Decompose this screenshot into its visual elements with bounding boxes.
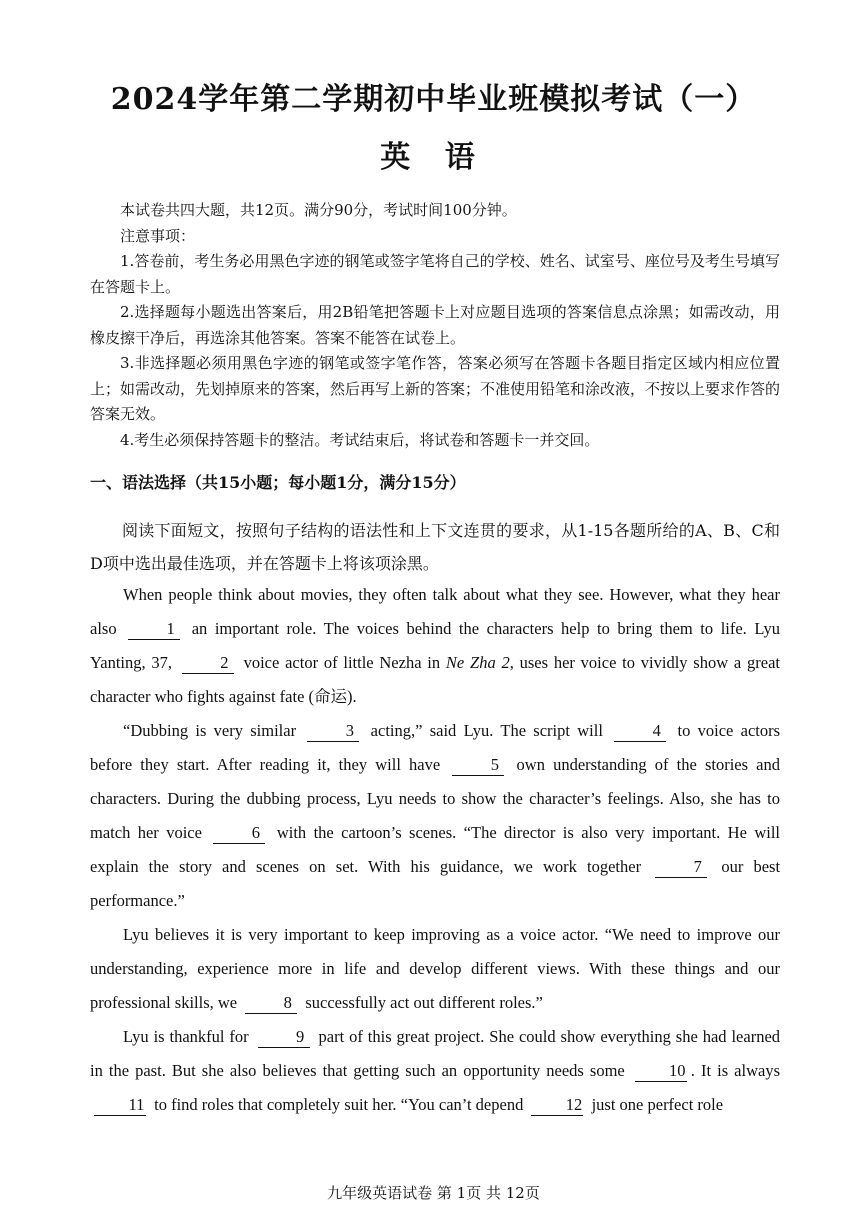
passage-text: voice actor of little Nezha in [243, 653, 441, 672]
reading-passage [90, 578, 780, 1122]
answer-blank-7: 7 [655, 857, 707, 878]
passage-text: just one perfect role [591, 1095, 724, 1114]
answer-blank-11: 11 [94, 1095, 146, 1116]
answer-blank-10: 10 [635, 1061, 687, 1082]
passage-text: to voice actors before they start. After reading it, they will have [90, 721, 781, 774]
answer-blank-5: 5 [452, 755, 504, 776]
section-instruction: 阅读下面短文，按照句子结构的语法性和上下文连贯的要求，从1-15各题所给的A、B、C和D项中选出最佳选项，并在答题卡上将该项涂黑。 [90, 521, 780, 573]
passage-text: our best performance.” [90, 857, 781, 910]
notice-item-3: 3.非选择题必须用黑色字迹的钢笔或签字笔作答，答案必须写在答题卡各题目指定区域内相应位置上；如需改动，先划掉原来的答案，然后再写上新的答案；不准使用铅笔和涂改液，不按以上要求作答的答案无效。 [90, 354, 781, 423]
passage-text: part of this great project. She could show everything she had learned in the past. But she also believes that getting such an opportunity needs some [90, 1027, 781, 1080]
passage-text: successfully act out different roles.” [305, 993, 543, 1012]
passage-text: When people think about movies, they often talk about what they see. However, what they hear also [90, 585, 780, 638]
notice-heading: 注意事项： [120, 226, 196, 245]
passage-text: acting,” said Lyu. The script will [370, 721, 603, 740]
answer-blank-2: 2 [182, 653, 234, 674]
passage-paragraph-1 [90, 578, 780, 714]
notice-intro: 本试卷共四大题，共12页。满分90分，考试时间100分钟。 [120, 201, 517, 219]
passage-paragraph-4 [90, 1020, 780, 1122]
section-instruction-block [90, 514, 780, 580]
movie-title: Ne Zha 2 [445, 653, 510, 672]
section-heading: 一、语法选择（共15小题；每小题1分，满分15分） [90, 473, 466, 492]
answer-blank-4: 4 [614, 721, 666, 742]
answer-blank-1: 1 [128, 619, 180, 640]
passage-paragraph-3 [90, 918, 780, 1020]
exam-notice [90, 198, 780, 453]
passage-text: “Dubbing is very similar [123, 721, 297, 740]
subject-title: 英 语 [380, 140, 487, 175]
answer-blank-9: 9 [258, 1027, 310, 1048]
answer-blank-8: 8 [245, 993, 297, 1014]
passage-text: with the cartoon’s scenes. “The director is also very important. He will explain the story and scenes on set. With his guidance, we work together [90, 823, 780, 876]
passage-text: to find roles that completely suit her. “You can’t depend [154, 1095, 524, 1114]
passage-text: own understanding of the stories and characters. During the dubbing process, Lyu needs to show the character’s feelings. Also, she has to match her voice [90, 755, 781, 842]
notice-item-2: 2.选择题每小题选出答案后，用2B铅笔把答题卡上对应题目选项的答案信息点涂黑；如需改动，用橡皮擦干净后，再选涂其他答案。答案不能答在试卷上。 [90, 303, 780, 347]
answer-blank-6: 6 [213, 823, 265, 844]
passage-text: , uses her voice to vividly show a great character who fights against fate (命运). [90, 653, 780, 706]
page-footer: 九年级英语试卷 第 1页 共 12页 [327, 1184, 540, 1202]
answer-blank-12: 12 [531, 1095, 583, 1116]
passage-paragraph-2 [90, 714, 780, 918]
exam-title: 2024学年第二学期初中毕业班模拟考试（一） [110, 82, 757, 117]
notice-item-4: 4.考生必须保持答题卡的整洁。考试结束后，将试卷和答题卡一并交回。 [120, 430, 600, 449]
passage-text: Lyu is thankful for [123, 1027, 249, 1046]
passage-text: . It is always [690, 1061, 781, 1080]
answer-blank-3: 3 [307, 721, 359, 742]
notice-item-1: 1.答卷前，考生务必用黑色字迹的钢笔或签字笔将自己的学校、姓名、试室号、座位号及考生号填写在答题卡上。 [90, 252, 780, 296]
passage-text: an important role. The voices behind the characters help to bring them to life. Lyu Yanting, 37, [90, 619, 781, 672]
passage-text: Lyu believes it is very important to keep improving as a voice actor. “We need to improve our understanding, experience more in life and develop different views. With these things and our professional skills, we [90, 925, 780, 1012]
